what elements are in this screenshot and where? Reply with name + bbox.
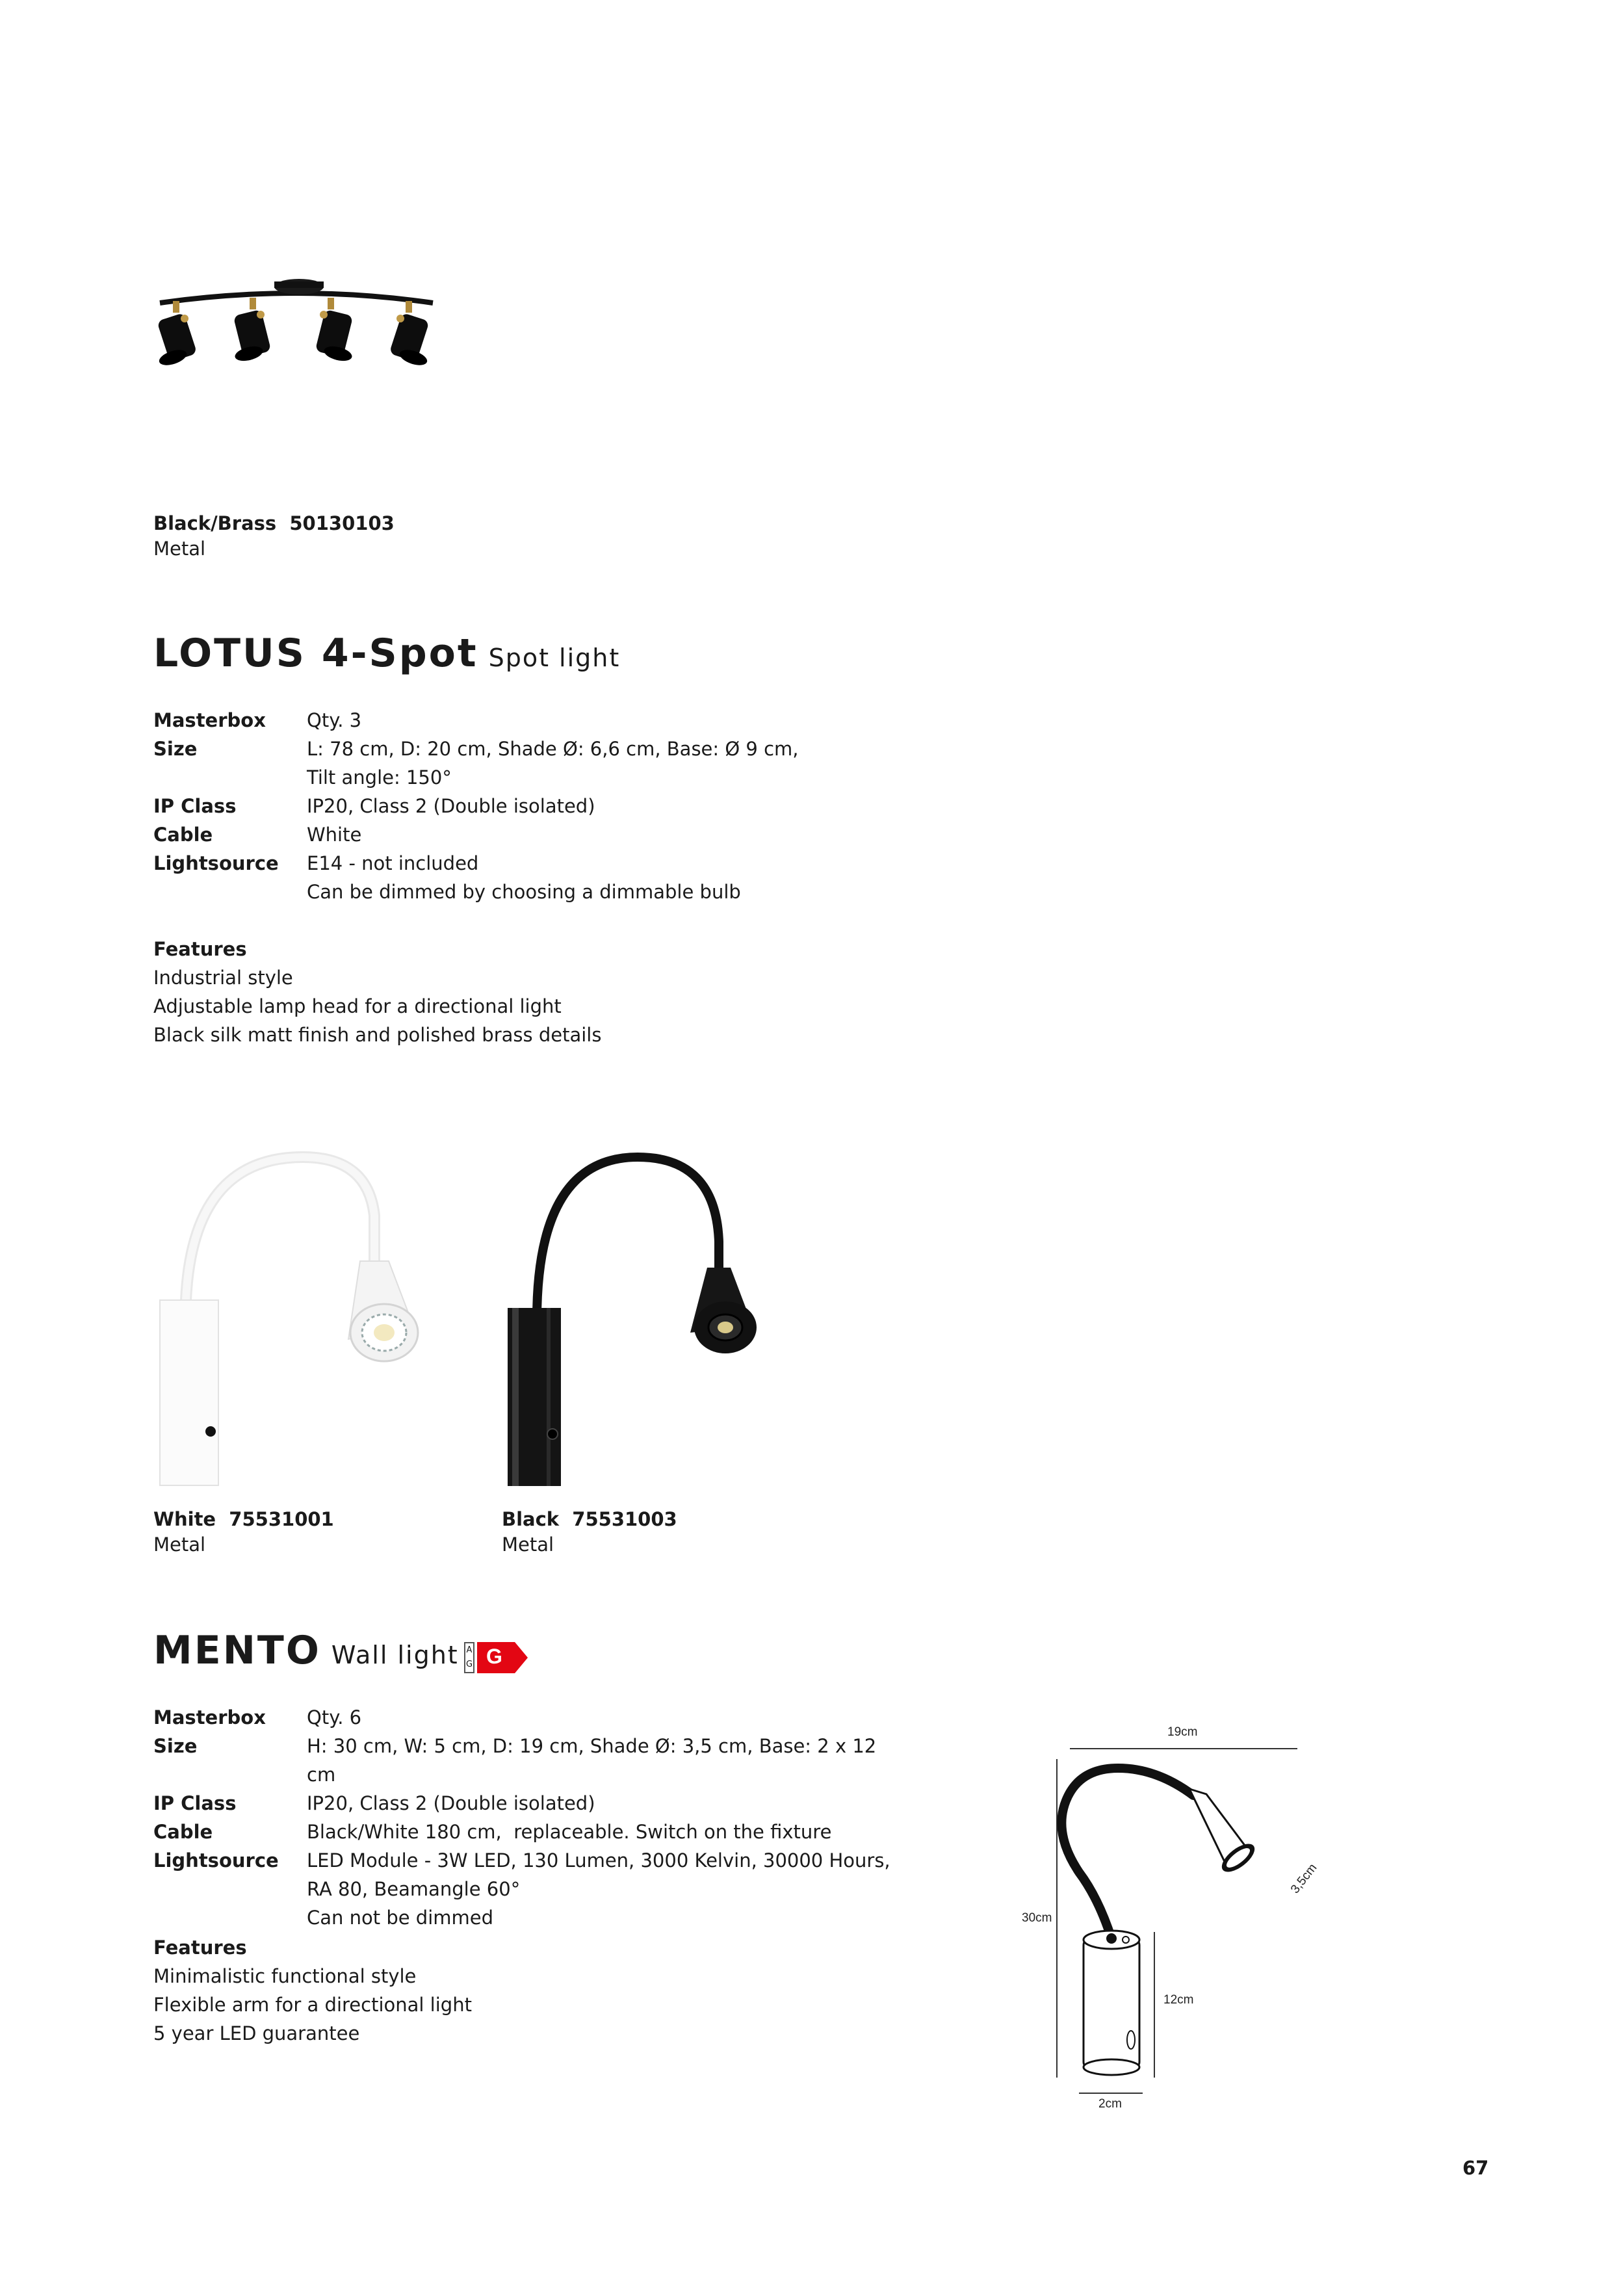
spec-value — [307, 1846, 892, 1932]
lotus-product-image — [153, 207, 439, 434]
spec-row — [153, 1703, 892, 1732]
dimension-base-width-label: 2cm — [1098, 2097, 1122, 2111]
lotus-features — [153, 935, 601, 1049]
mento-black-product-image — [498, 1138, 797, 1495]
mento-white-code: White 75531001 — [153, 1508, 334, 1530]
energy-class-letter: G — [486, 1645, 502, 1668]
spec-line: Can be dimmed by choosing a dimmable bulb — [307, 881, 741, 903]
spec-row — [153, 1846, 892, 1932]
lotus-variant-caption — [153, 511, 395, 562]
spec-row — [153, 1732, 892, 1789]
mento-black-material: Metal — [502, 1533, 554, 1556]
feature-item: 5 year LED guarantee — [153, 2022, 360, 2044]
page-number: 67 — [1462, 2157, 1489, 2179]
spec-line: L: 78 cm, D: 20 cm, Shade Ø: 6,6 cm, Base: Ø 9 cm, — [307, 738, 799, 760]
spec-key: Lightsource — [153, 852, 279, 874]
spec-key: IP Class — [153, 795, 237, 817]
spec-key: Cable — [153, 824, 213, 846]
spec-key: Masterbox — [153, 709, 266, 731]
spec-row — [153, 735, 892, 792]
spec-line: White — [307, 824, 362, 846]
spec-line: H: 30 cm, W: 5 cm, D: 19 cm, Shade Ø: 3,5 cm, Base: 2 x 12 cm — [307, 1735, 877, 1786]
mento-white-caption — [153, 1507, 334, 1558]
spec-line: IP20, Class 2 (Double isolated) — [307, 1792, 595, 1814]
spec-line: Qty. 3 — [307, 709, 362, 731]
lotus-title-subtitle: Spot light — [488, 644, 621, 672]
spec-value — [307, 792, 892, 820]
mento-features — [153, 1933, 472, 2048]
energy-label — [464, 1642, 529, 1676]
feature-item: Minimalistic functional style — [153, 1965, 417, 1987]
spec-value — [307, 706, 892, 735]
feature-item: Adjustable lamp head for a directional light — [153, 995, 562, 1017]
dimension-base-height-label: 12cm — [1163, 1993, 1194, 2007]
spec-row — [153, 706, 892, 735]
energy-class-arrow — [477, 1642, 528, 1673]
spec-line: IP20, Class 2 (Double isolated) — [307, 795, 595, 817]
spec-line: Qty. 6 — [307, 1706, 362, 1729]
feature-item: Black silk matt finish and polished brass details — [153, 1024, 602, 1046]
dimension-shade-label: 3,5cm — [1288, 1861, 1320, 1896]
spec-value — [307, 735, 892, 792]
lotus-product-title — [153, 631, 620, 676]
spec-row — [153, 820, 892, 849]
spec-key: Size — [153, 1735, 198, 1757]
mento-product-title — [153, 1628, 459, 1673]
spec-key: Masterbox — [153, 1706, 266, 1729]
mento-white-product-image — [153, 1138, 452, 1495]
spec-row — [153, 1818, 892, 1846]
spec-value — [307, 820, 892, 849]
spec-row — [153, 792, 892, 820]
mento-white-material: Metal — [153, 1533, 206, 1556]
spec-key: Cable — [153, 1821, 213, 1843]
energy-scale — [464, 1642, 474, 1673]
spec-line: Black/White 180 cm, replaceable. Switch on the fixture — [307, 1821, 832, 1843]
mento-title-subtitle: Wall light — [331, 1641, 459, 1669]
spec-line: LED Module - 3W LED, 130 Lumen, 3000 Kelvin, 30000 Hours, — [307, 1849, 890, 1872]
mento-black-caption — [502, 1507, 677, 1558]
spec-value — [307, 1703, 892, 1732]
features-heading: Features — [153, 1937, 247, 1959]
lotus-spec-table — [153, 706, 892, 906]
energy-scale-bottom: G — [465, 1660, 473, 1669]
spec-line: RA 80, Beamangle 60° — [307, 1878, 521, 1900]
spec-key: Lightsource — [153, 1849, 279, 1872]
spec-value — [307, 1789, 892, 1818]
dimension-width-label: 19cm — [1167, 1725, 1198, 1739]
spec-line: E14 - not included — [307, 852, 479, 874]
mento-spec-table — [153, 1703, 892, 1932]
spec-key: Size — [153, 738, 198, 760]
feature-item: Industrial style — [153, 967, 293, 989]
energy-scale-top: A — [466, 1645, 473, 1655]
lotus-variant-code: Black/Brass 50130103 — [153, 512, 395, 534]
dimension-height-label: 30cm — [1022, 1911, 1052, 1925]
spec-value — [307, 1818, 892, 1846]
spec-row — [153, 1789, 892, 1818]
feature-item: Flexible arm for a directional light — [153, 1994, 472, 2016]
lotus-variant-material: Metal — [153, 538, 206, 560]
features-heading: Features — [153, 938, 247, 960]
spec-value — [307, 849, 892, 906]
mento-title-name: MENTO — [153, 1628, 321, 1673]
spec-line: Tilt angle: 150° — [307, 766, 452, 789]
lotus-title-name: LOTUS 4-Spot — [153, 631, 478, 676]
mento-black-code: Black 75531003 — [502, 1508, 677, 1530]
spec-key: IP Class — [153, 1792, 237, 1814]
spec-row — [153, 849, 892, 906]
spec-line: Can not be dimmed — [307, 1907, 494, 1929]
spec-value — [307, 1732, 892, 1789]
